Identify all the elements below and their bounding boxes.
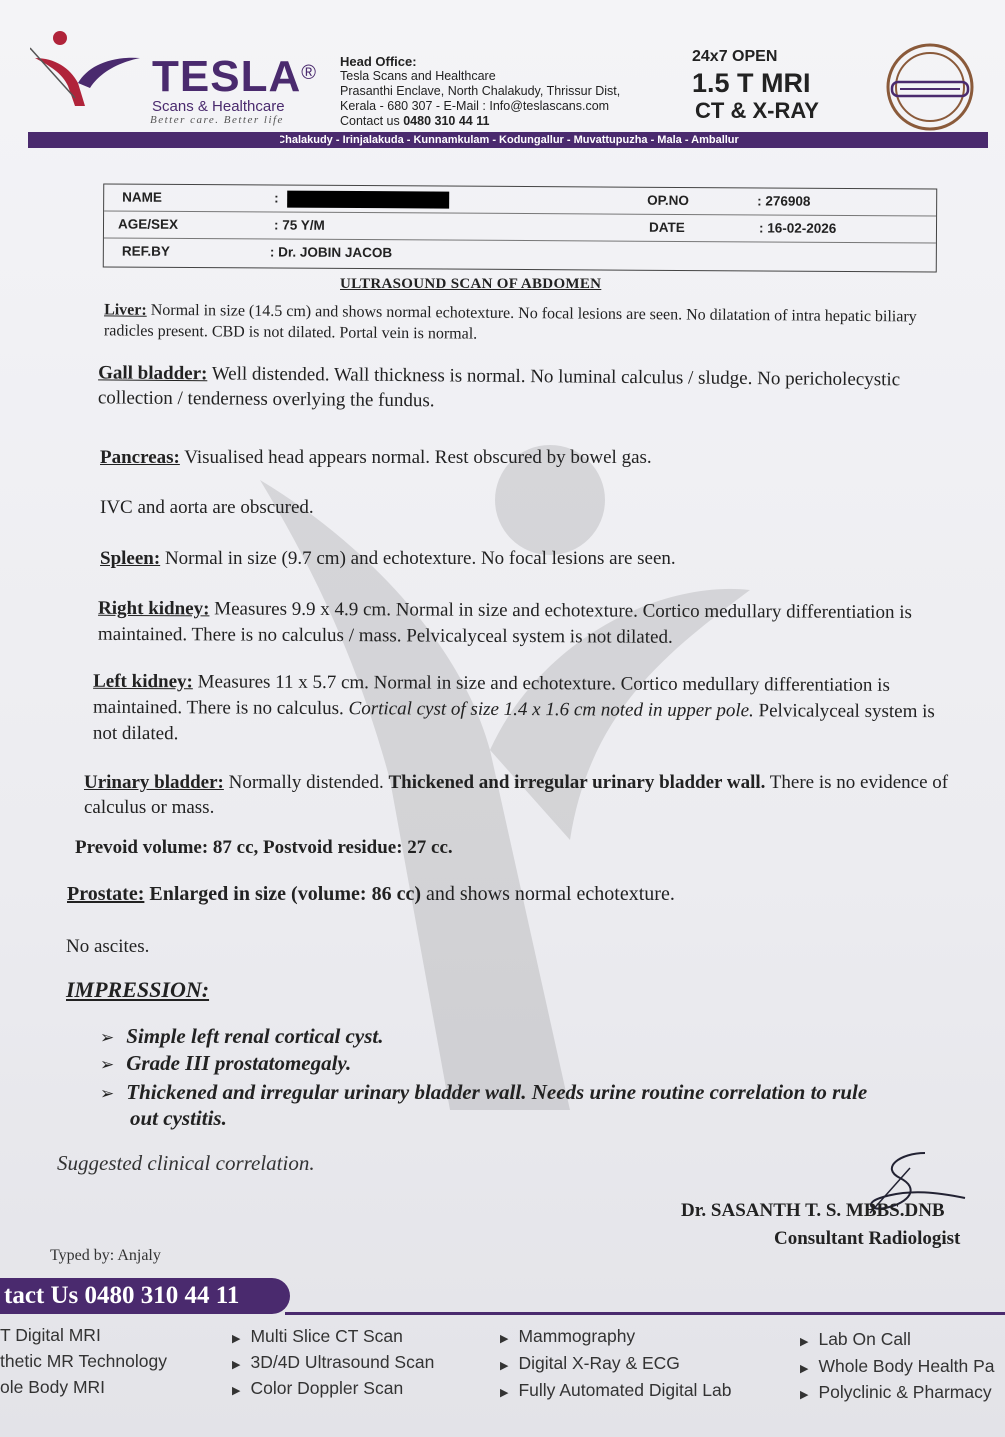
redacted-name — [287, 191, 449, 209]
service-item: ▶ Lab On Call — [800, 1329, 911, 1349]
office-line: Prasanthi Enclave, North Chalakudy, Thrissur Dist, — [340, 84, 621, 98]
right-kidney-section: Right kidney: Measures 9.9 x 4.9 cm. Normal in size and echotexture. Cortico medullary differentiation is maintained. There is no calculus / mass. Pelvicalyceal system is not dilated. — [97, 597, 912, 648]
triangle-bullet-icon: ▶ — [800, 1389, 809, 1401]
ref-label: REF.BY — [121, 243, 170, 259]
triangle-bullet-icon: ▶ — [800, 1336, 809, 1348]
triangle-bullet-icon: ▶ — [500, 1387, 509, 1399]
prostate-label: Prostate: — [67, 883, 145, 905]
triangle-bullet-icon: ▶ — [232, 1359, 241, 1371]
gall-bladder-section: Gall bladder: Well distended. Wall thickness is normal. No luminal calculus / sludge. No pericholecystic collection / tenderness overlying the fundus. — [97, 362, 901, 412]
pancreas-section: Pancreas: Visualised head appears normal. Rest obscured by bowel gas. — [100, 447, 652, 468]
cyst-finding: Cortical cyst of size 1.4 x 1.6 cm noted in upper pole. — [348, 698, 754, 722]
date-value: : 16-02-2026 — [758, 220, 837, 236]
impression-item: ➢ Simple left renal cortical cyst. — [100, 1024, 384, 1048]
arrow-bullet-icon: ➢ — [100, 1055, 115, 1075]
ref-value: : Dr. JOBIN JACOB — [269, 244, 393, 261]
name-label: NAME — [122, 189, 162, 205]
registered-mark: ® — [301, 62, 317, 84]
service-item: ▶ Digital X-Ray & ECG — [500, 1353, 680, 1373]
bladder-wall-finding: Thickened and irregular urinary bladder wall. — [388, 772, 766, 793]
gall-bladder-label: Gall bladder: — [98, 362, 208, 385]
brand-name: TESLA® — [152, 52, 317, 101]
triangle-bullet-icon: ▶ — [800, 1363, 809, 1375]
suggestion-text: Suggested clinical correlation. — [57, 1151, 315, 1175]
left-kidney-label: Left kidney: — [93, 670, 193, 693]
office-line: Kerala - 680 307 - E-Mail : Info@teslascans.com — [340, 99, 610, 113]
doctor-name: Dr. SASANTH T. S. MBBS.DNB — [681, 1200, 945, 1221]
head-office-title: Head Office: — [340, 54, 417, 69]
patient-info-table — [103, 183, 937, 272]
triangle-bullet-icon: ▶ — [232, 1333, 241, 1345]
branch-list-bar: Chalakudy - Irinjalakuda - Kunnamkulam - Kodungallur - Muvattupuzha - Mala - Amballur — [28, 132, 988, 148]
open-hours-label: 24x7 OPEN — [692, 48, 778, 65]
triangle-bullet-icon: ▶ — [500, 1333, 509, 1345]
footer-divider — [285, 1312, 1005, 1315]
urinary-bladder-label: Urinary bladder: — [84, 772, 224, 793]
left-kidney-section: Left kidney: Measures 11 x 5.7 cm. Normal in size and echotexture. Cortico medullary differentiation is maintained. There is no calculus. Cortical cyst of size 1.4 x 1.6 cm noted in upper pole. Pelvicalyceal system is not dilated. — [92, 670, 935, 745]
service-item: ▶ Multi Slice CT Scan — [232, 1326, 403, 1346]
age-value: : 75 Y/M — [273, 217, 325, 233]
service-item: ▶ 3D/4D Ultrasound Scan — [232, 1352, 435, 1372]
mri-label: 1.5 T MRI — [692, 68, 811, 98]
patient-row-ref — [104, 238, 936, 269]
service-item: ▶ Whole Body Health Pa — [800, 1356, 995, 1376]
impression-title: IMPRESSION: — [66, 977, 210, 1002]
brand-subtitle: Scans & Healthcare — [152, 98, 285, 115]
liver-label: Liver: — [104, 301, 147, 319]
triangle-bullet-icon: ▶ — [500, 1360, 509, 1372]
office-contact: Contact us 0480 310 44 11 — [340, 114, 490, 128]
service-item: thetic MR Technology — [0, 1351, 167, 1371]
brand-tagline: Better care. Better life — [150, 114, 284, 126]
arrow-bullet-icon: ➢ — [100, 1028, 115, 1048]
office-line: Tesla Scans and Healthcare — [340, 69, 496, 83]
ascites-text: No ascites. — [66, 936, 150, 957]
service-item: T Digital MRI — [0, 1325, 101, 1345]
op-value: : 276908 — [757, 193, 811, 209]
pancreas-label: Pancreas: — [100, 447, 180, 468]
service-item: ▶ Polyclinic & Pharmacy — [800, 1382, 992, 1402]
bladder-volume: Prevoid volume: 87 cc, Postvoid residue: 27 cc. — [75, 837, 453, 858]
op-label: OP.NO — [647, 192, 689, 209]
spleen-section: Spleen: Normal in size (9.7 cm) and echotexture. No focal lesions are seen. — [100, 548, 676, 569]
service-item: ▶ Fully Automated Digital Lab — [500, 1380, 732, 1400]
impression-item-continued: out cystitis. — [130, 1106, 227, 1130]
ct-xray-label: CT & X-RAY — [695, 98, 819, 123]
age-label: AGE/SEX — [117, 216, 179, 232]
spleen-label: Spleen: — [100, 548, 161, 569]
mri-scanner-icon — [880, 42, 980, 132]
ivc-aorta-text: IVC and aorta are obscured. — [100, 497, 314, 518]
head-office-block — [340, 54, 620, 129]
service-item: ole Body MRI — [0, 1377, 106, 1397]
impression-item: ➢ Grade III prostatomegaly. — [100, 1051, 352, 1075]
service-item: ▶ Color Doppler Scan — [232, 1378, 404, 1398]
name-value: : — [274, 190, 449, 208]
tesla-logo-icon — [30, 28, 145, 108]
triangle-bullet-icon: ▶ — [232, 1385, 241, 1397]
date-label: DATE — [648, 219, 685, 236]
report-title: ULTRASOUND SCAN OF ABDOMEN — [340, 276, 602, 292]
arrow-bullet-icon: ➢ — [100, 1084, 115, 1104]
urinary-bladder-section: Urinary bladder: Normally distended. Thickened and irregular urinary bladder wall. There is no evidence of calculus or mass. — [84, 772, 949, 818]
contact-bar: tact Us 0480 310 44 11 — [0, 1278, 290, 1314]
impression-item: ➢ Thickened and irregular urinary bladder wall. Needs urine routine correlation to rule — [100, 1080, 868, 1104]
typed-by: Typed by: Anjaly — [50, 1247, 161, 1264]
prostate-section: Prostate: Enlarged in size (volume: 86 cc) and shows normal echotexture. — [67, 883, 675, 905]
liver-section: Liver: Normal in size (14.5 cm) and shows normal echotexture. No focal lesions are seen. No dilatation of intra hepatic biliary radicles present. CBD is not dilated. Portal vein is normal. — [103, 301, 917, 343]
doctor-role: Consultant Radiologist — [774, 1228, 961, 1249]
right-kidney-label: Right kidney: — [98, 597, 210, 620]
service-item: ▶ Mammography — [500, 1326, 636, 1346]
